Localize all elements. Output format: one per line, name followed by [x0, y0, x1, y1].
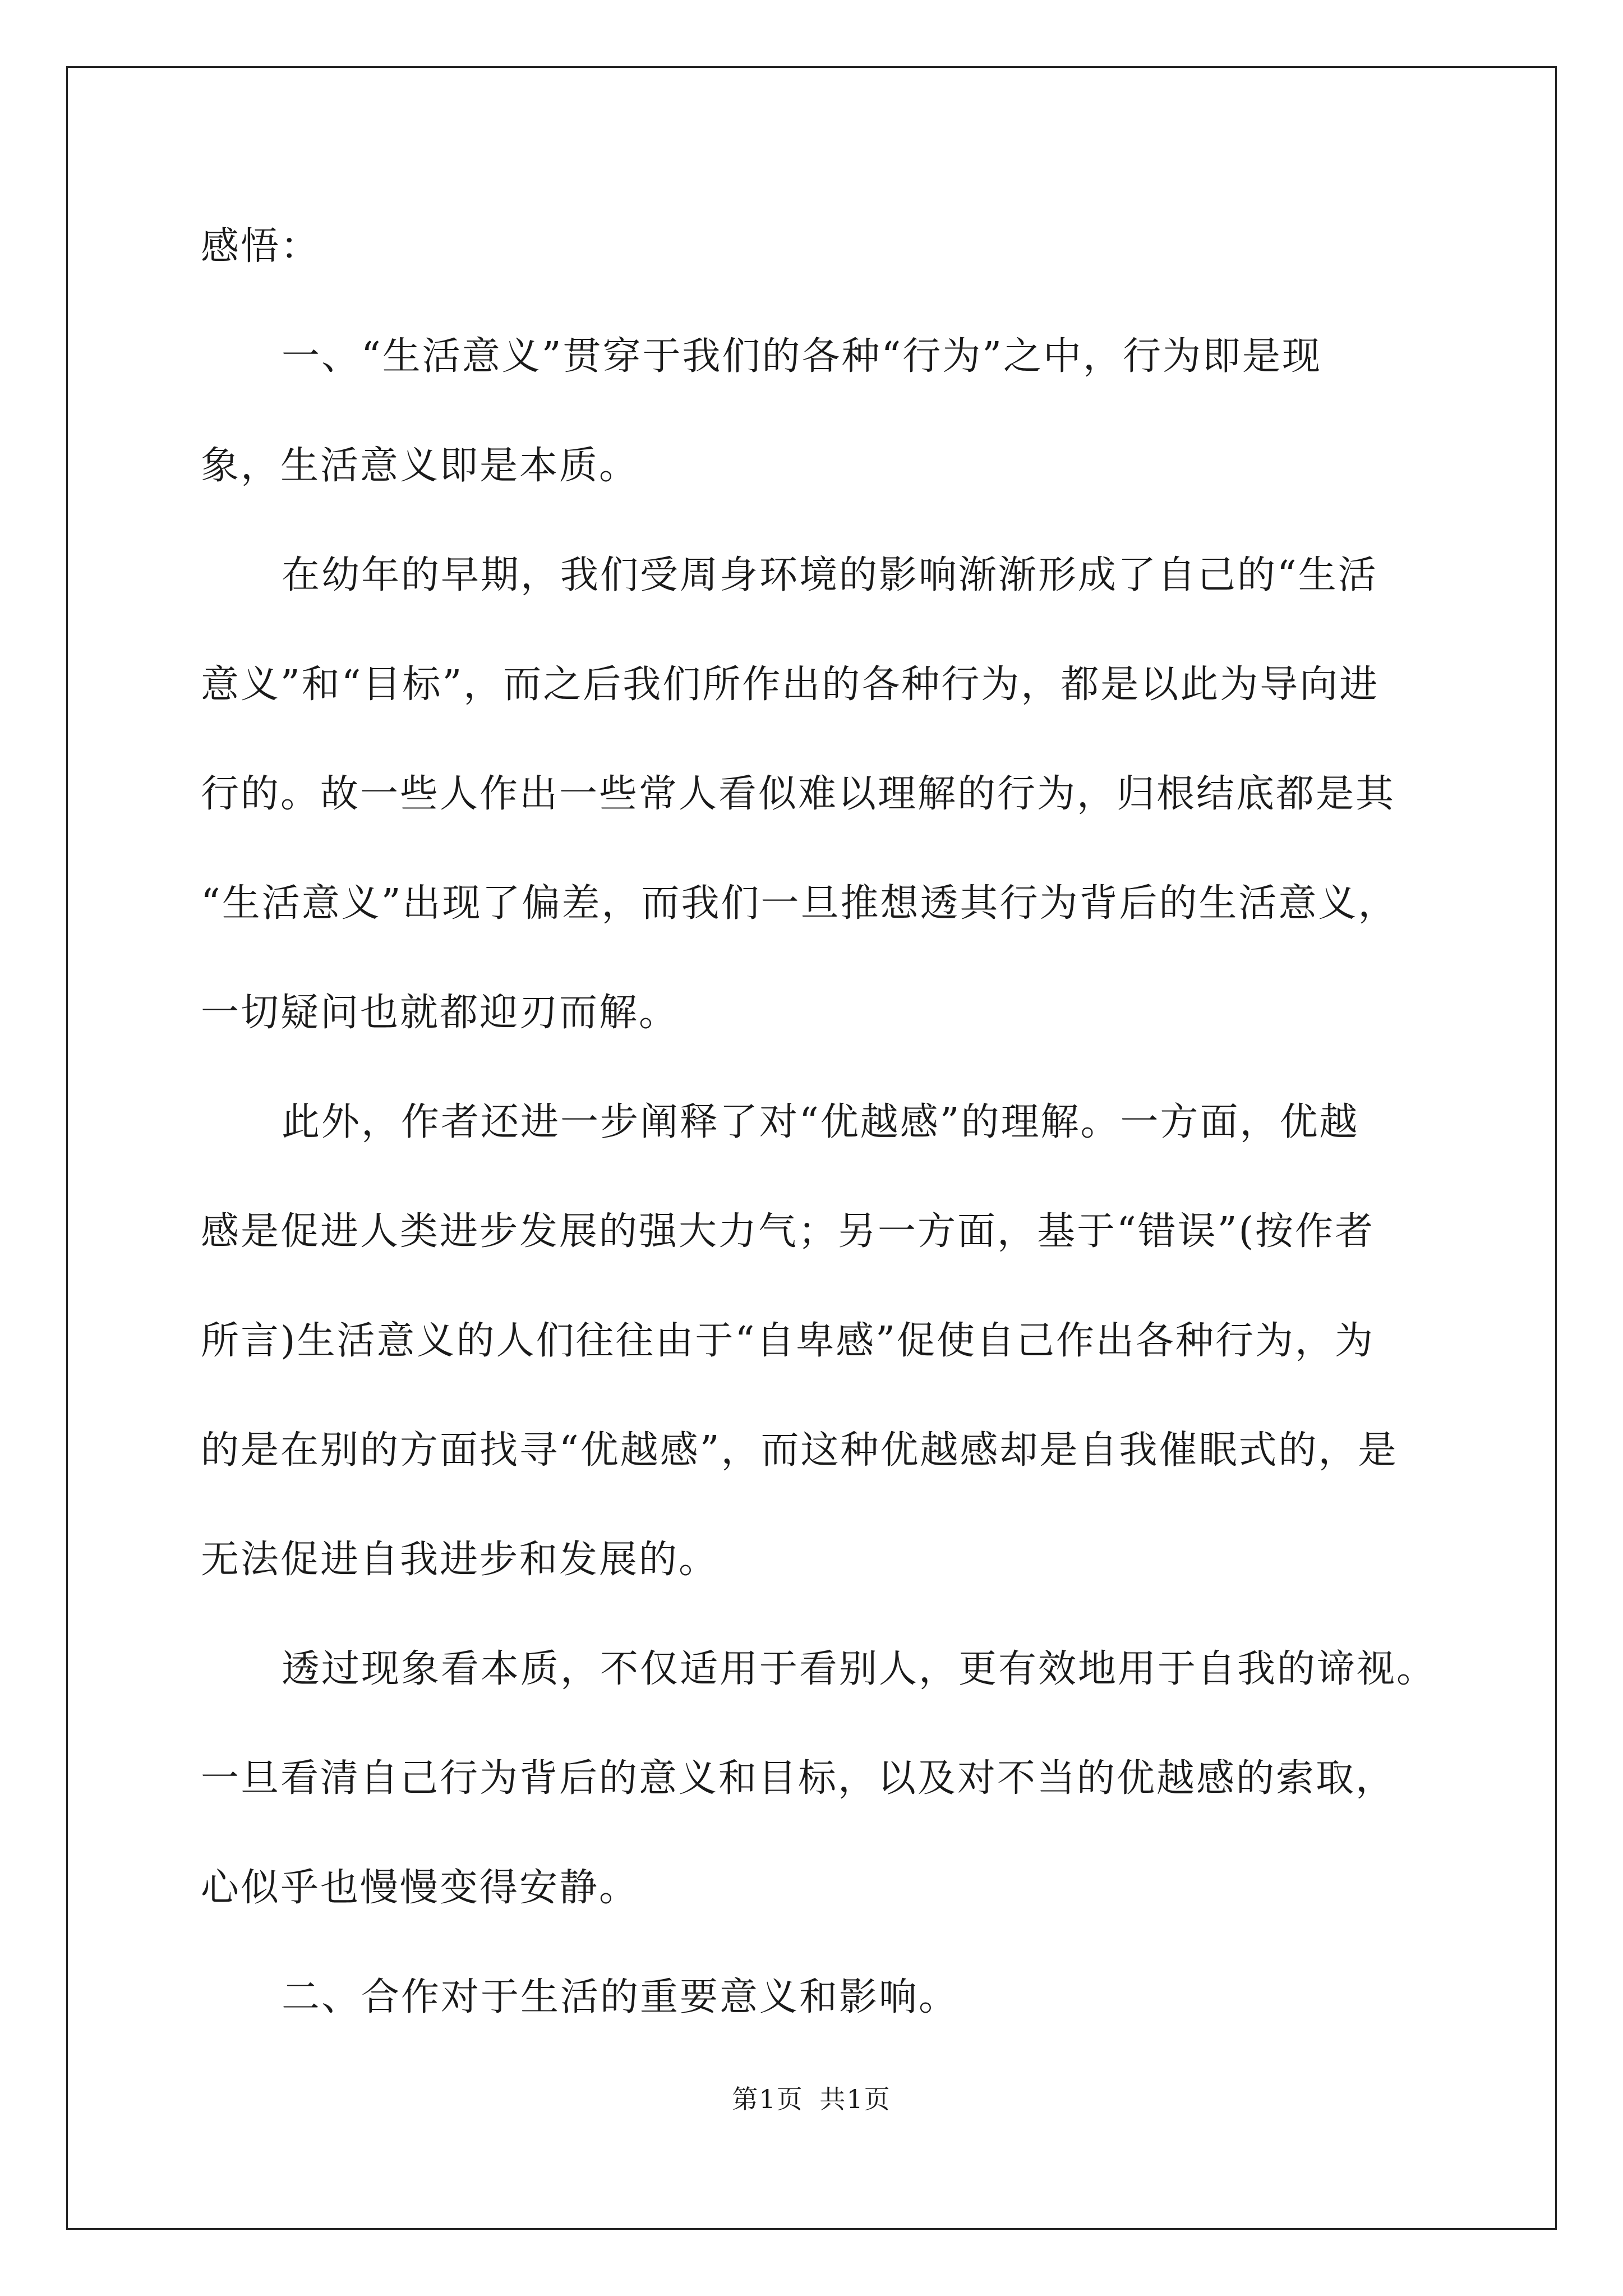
page-number: 第1页 [732, 2084, 804, 2114]
page-footer [0, 2082, 1623, 2116]
text-line: 一、“生活意义”贯穿于我们的各种“行为”之中，行为即是现 [282, 334, 1322, 379]
text-line: 二、合作对于生活的重要意义和影响。 [282, 1975, 959, 2019]
text-line: 意义”和“目标”，而之后我们所作出的各种行为，都是以此为导向进 [201, 662, 1380, 707]
text-line: 的是在别的方面找寻“优越感”，而这种优越感却是自我催眠式的，是 [201, 1428, 1398, 1473]
page-total: 共1页 [819, 2084, 891, 2114]
text-line: 此外，作者还进一步阐释了对“优越感”的理解。一方面，优越 [282, 1100, 1359, 1144]
text-line: 在幼年的早期，我们受周身环境的影响渐渐形成了自己的“生活 [282, 553, 1378, 597]
text-line: 感是促进人类进步发展的强大力气；另一方面，基于“错误”(按作者 [201, 1209, 1375, 1254]
text-line-heading: 感悟： [201, 224, 321, 269]
text-line: 透过现象看本质，不仅适用于看别人，更有效地用于自我的谛视。 [282, 1647, 1437, 1691]
text-line: 所言)生活意义的人们往往由于“自卑感”促使自己作出各种行为，为 [201, 1319, 1375, 1363]
text-line: “生活意义”出现了偏差，而我们一旦推想透其行为背后的生活意义， [201, 881, 1398, 926]
text-line: 行的。故一些人作出一些常人看似难以理解的行为，归根结底都是其 [201, 772, 1396, 816]
text-line: 一旦看清自己行为背后的意义和目标，以及对不当的优越感的索取， [201, 1756, 1396, 1801]
text-line: 心似乎也慢慢变得安静。 [201, 1866, 639, 1910]
text-line: 无法促进自我进步和发展的。 [201, 1538, 719, 1582]
text-line: 一切疑问也就都迎刃而解。 [201, 991, 679, 1035]
text-line: 象，生活意义即是本质。 [201, 444, 639, 488]
